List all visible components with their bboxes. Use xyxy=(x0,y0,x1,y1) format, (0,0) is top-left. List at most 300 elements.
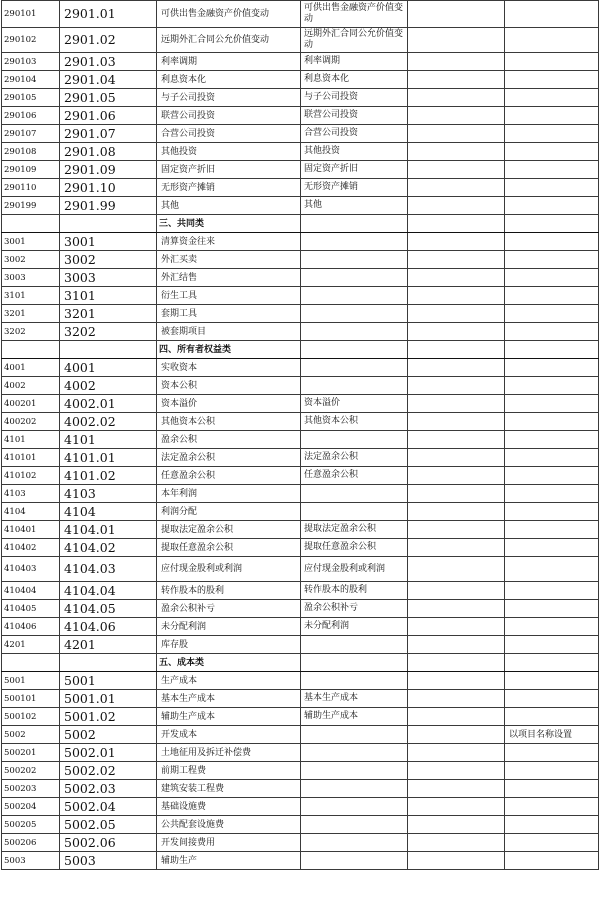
account-code-cell: 290105 xyxy=(2,89,60,107)
blank-cell xyxy=(408,672,505,690)
account-number-cell: 4101.01 xyxy=(60,449,157,467)
note-cell xyxy=(505,762,599,780)
account-code-cell: 500202 xyxy=(2,762,60,780)
account-name-cell: 盈余公积补亏 xyxy=(157,600,301,618)
note-cell xyxy=(505,834,599,852)
account-code-cell: 290108 xyxy=(2,143,60,161)
detail-name-cell xyxy=(301,672,408,690)
detail-name-cell xyxy=(301,287,408,305)
detail-name-cell xyxy=(301,798,408,816)
table-row xyxy=(2,539,599,557)
account-name-cell: 开发间接费用 xyxy=(157,834,301,852)
note-cell xyxy=(505,618,599,636)
account-code-cell: 400201 xyxy=(2,395,60,413)
table-row xyxy=(2,618,599,636)
table-row xyxy=(2,431,599,449)
account-name-cell: 其他资本公积 xyxy=(157,413,301,431)
table-row xyxy=(2,323,599,341)
blank-cell xyxy=(408,539,505,557)
account-name-cell: 基础设施费 xyxy=(157,798,301,816)
note-cell xyxy=(505,690,599,708)
accounts-table xyxy=(1,0,599,870)
account-name-cell: 基本生产成本 xyxy=(157,690,301,708)
detail-name-cell xyxy=(301,816,408,834)
note-cell: 以项目名称设置 xyxy=(505,726,599,744)
account-code-cell: 410405 xyxy=(2,600,60,618)
account-code-cell: 3202 xyxy=(2,323,60,341)
detail-name-cell xyxy=(301,431,408,449)
account-name-cell: 五、成本类 xyxy=(157,654,301,672)
account-number-cell: 5002.05 xyxy=(60,816,157,834)
account-code-cell: 4103 xyxy=(2,485,60,503)
note-cell xyxy=(505,71,599,89)
blank-cell xyxy=(408,744,505,762)
account-number-cell: 2901.06 xyxy=(60,107,157,125)
account-code-cell: 290107 xyxy=(2,125,60,143)
note-cell xyxy=(505,323,599,341)
account-name-cell: 可供出售金融资产价值变动 xyxy=(157,1,301,28)
blank-cell xyxy=(408,323,505,341)
account-code-cell: 290106 xyxy=(2,107,60,125)
table-row xyxy=(2,816,599,834)
blank-cell xyxy=(408,1,505,28)
table-row xyxy=(2,852,599,870)
account-name-cell: 被套期项目 xyxy=(157,323,301,341)
account-code-cell: 410402 xyxy=(2,539,60,557)
account-code-cell: 290101 xyxy=(2,1,60,28)
account-name-cell: 库存股 xyxy=(157,636,301,654)
table-row xyxy=(2,521,599,539)
account-code-cell: 3101 xyxy=(2,287,60,305)
detail-name-cell: 利息资本化 xyxy=(301,71,408,89)
account-number-cell: 4104.04 xyxy=(60,582,157,600)
account-name-cell: 利率调期 xyxy=(157,53,301,71)
blank-cell xyxy=(408,503,505,521)
note-cell xyxy=(505,269,599,287)
account-number-cell: 4101.02 xyxy=(60,467,157,485)
account-code-cell: 500201 xyxy=(2,744,60,762)
account-code-cell: 290199 xyxy=(2,197,60,215)
blank-cell xyxy=(408,143,505,161)
account-name-cell: 实收资本 xyxy=(157,359,301,377)
note-cell xyxy=(505,28,599,53)
account-number-cell: 5002.04 xyxy=(60,798,157,816)
detail-name-cell: 提取任意盈余公积 xyxy=(301,539,408,557)
account-code-cell: 290102 xyxy=(2,28,60,53)
account-name-cell: 土地征用及拆迁补偿费 xyxy=(157,744,301,762)
table-row xyxy=(2,582,599,600)
account-name-cell: 固定资产折旧 xyxy=(157,161,301,179)
account-name-cell: 与子公司投资 xyxy=(157,89,301,107)
account-number-cell: 5001 xyxy=(60,672,157,690)
account-number-cell: 2901.08 xyxy=(60,143,157,161)
account-code-cell: 410403 xyxy=(2,557,60,582)
account-number-cell: 5002.06 xyxy=(60,834,157,852)
account-number-cell: 5003 xyxy=(60,852,157,870)
account-number-cell: 2901.02 xyxy=(60,28,157,53)
note-cell xyxy=(505,672,599,690)
note-cell xyxy=(505,485,599,503)
account-number-cell: 4002.02 xyxy=(60,413,157,431)
detail-name-cell xyxy=(301,503,408,521)
note-cell xyxy=(505,359,599,377)
table-row xyxy=(2,53,599,71)
detail-name-cell xyxy=(301,215,408,233)
detail-name-cell xyxy=(301,762,408,780)
note-cell xyxy=(505,539,599,557)
account-code-cell: 500205 xyxy=(2,816,60,834)
blank-cell xyxy=(408,521,505,539)
account-code-cell: 4002 xyxy=(2,377,60,395)
detail-name-cell xyxy=(301,726,408,744)
account-name-cell: 辅助生产成本 xyxy=(157,708,301,726)
blank-cell xyxy=(408,467,505,485)
blank-cell xyxy=(408,125,505,143)
account-number-cell: 5002.02 xyxy=(60,762,157,780)
table-row xyxy=(2,28,599,53)
table-row xyxy=(2,233,599,251)
blank-cell xyxy=(408,557,505,582)
detail-name-cell xyxy=(301,852,408,870)
note-cell xyxy=(505,467,599,485)
table-row xyxy=(2,726,599,744)
table-row xyxy=(2,708,599,726)
account-name-cell: 资本溢价 xyxy=(157,395,301,413)
account-number-cell: 4002.01 xyxy=(60,395,157,413)
detail-name-cell xyxy=(301,251,408,269)
table-row xyxy=(2,179,599,197)
detail-name-cell: 合营公司投资 xyxy=(301,125,408,143)
note-cell xyxy=(505,798,599,816)
account-number-cell: 5002.01 xyxy=(60,744,157,762)
account-number-cell: 4104.03 xyxy=(60,557,157,582)
blank-cell xyxy=(408,197,505,215)
note-cell xyxy=(505,179,599,197)
table-row xyxy=(2,197,599,215)
note-cell xyxy=(505,636,599,654)
detail-name-cell: 转作股本的股利 xyxy=(301,582,408,600)
account-number-cell: 4104.06 xyxy=(60,618,157,636)
table-row xyxy=(2,1,599,28)
account-number-cell: 4002 xyxy=(60,377,157,395)
account-number-cell: 4201 xyxy=(60,636,157,654)
note-cell xyxy=(505,557,599,582)
note-cell xyxy=(505,377,599,395)
blank-cell xyxy=(408,161,505,179)
account-code-cell: 410102 xyxy=(2,467,60,485)
account-number-cell: 4104.05 xyxy=(60,600,157,618)
account-name-cell: 资本公积 xyxy=(157,377,301,395)
account-code-cell: 290109 xyxy=(2,161,60,179)
blank-cell xyxy=(408,600,505,618)
note-cell xyxy=(505,654,599,672)
account-code-cell: 3201 xyxy=(2,305,60,323)
account-code-cell xyxy=(2,654,60,672)
table-row xyxy=(2,305,599,323)
account-code-cell: 410404 xyxy=(2,582,60,600)
table-row xyxy=(2,71,599,89)
note-cell xyxy=(505,395,599,413)
table-row xyxy=(2,467,599,485)
account-name-cell: 外汇结售 xyxy=(157,269,301,287)
note-cell xyxy=(505,708,599,726)
account-name-cell: 任意盈余公积 xyxy=(157,467,301,485)
account-name-cell: 生产成本 xyxy=(157,672,301,690)
detail-name-cell xyxy=(301,233,408,251)
account-code-cell: 4101 xyxy=(2,431,60,449)
blank-cell xyxy=(408,798,505,816)
account-name-cell: 四、所有者权益类 xyxy=(157,341,301,359)
detail-name-cell: 无形资产摊销 xyxy=(301,179,408,197)
note-cell xyxy=(505,251,599,269)
account-name-cell: 建筑安装工程费 xyxy=(157,780,301,798)
account-name-cell: 套期工具 xyxy=(157,305,301,323)
blank-cell xyxy=(408,359,505,377)
account-code-cell: 5003 xyxy=(2,852,60,870)
table-row xyxy=(2,834,599,852)
account-name-cell: 盈余公积 xyxy=(157,431,301,449)
note-cell xyxy=(505,449,599,467)
account-number-cell: 2901.01 xyxy=(60,1,157,28)
blank-cell xyxy=(408,233,505,251)
table-row xyxy=(2,89,599,107)
blank-cell xyxy=(408,726,505,744)
account-number-cell: 2901.99 xyxy=(60,197,157,215)
blank-cell xyxy=(408,341,505,359)
account-name-cell: 其他 xyxy=(157,197,301,215)
account-code-cell: 5001 xyxy=(2,672,60,690)
table-row xyxy=(2,287,599,305)
account-name-cell: 提取任意盈余公积 xyxy=(157,539,301,557)
detail-name-cell: 法定盈余公积 xyxy=(301,449,408,467)
account-code-cell: 4001 xyxy=(2,359,60,377)
table-row xyxy=(2,798,599,816)
account-code-cell: 4201 xyxy=(2,636,60,654)
table-row xyxy=(2,600,599,618)
account-code-cell: 290103 xyxy=(2,53,60,71)
detail-name-cell: 应付现金股利或利润 xyxy=(301,557,408,582)
detail-name-cell xyxy=(301,485,408,503)
note-cell xyxy=(505,107,599,125)
table-row xyxy=(2,413,599,431)
section-header-row xyxy=(2,341,599,359)
account-code-cell: 500204 xyxy=(2,798,60,816)
detail-name-cell: 资本溢价 xyxy=(301,395,408,413)
detail-name-cell xyxy=(301,744,408,762)
blank-cell xyxy=(408,582,505,600)
account-code-cell: 4104 xyxy=(2,503,60,521)
account-name-cell: 利息资本化 xyxy=(157,71,301,89)
detail-name-cell: 盈余公积补亏 xyxy=(301,600,408,618)
note-cell xyxy=(505,1,599,28)
detail-name-cell xyxy=(301,834,408,852)
account-name-cell: 清算资金往来 xyxy=(157,233,301,251)
account-name-cell: 其他投资 xyxy=(157,143,301,161)
table-row xyxy=(2,449,599,467)
note-cell xyxy=(505,780,599,798)
blank-cell xyxy=(408,431,505,449)
account-name-cell: 辅助生产 xyxy=(157,852,301,870)
account-number-cell xyxy=(60,215,157,233)
note-cell xyxy=(505,582,599,600)
blank-cell xyxy=(408,71,505,89)
note-cell xyxy=(505,215,599,233)
blank-cell xyxy=(408,485,505,503)
table-row xyxy=(2,503,599,521)
account-code-cell: 290104 xyxy=(2,71,60,89)
table-row xyxy=(2,161,599,179)
table-row xyxy=(2,690,599,708)
blank-cell xyxy=(408,834,505,852)
note-cell xyxy=(505,600,599,618)
blank-cell xyxy=(408,636,505,654)
blank-cell xyxy=(408,816,505,834)
account-name-cell: 开发成本 xyxy=(157,726,301,744)
table-row xyxy=(2,780,599,798)
account-name-cell: 外汇买卖 xyxy=(157,251,301,269)
account-code-cell: 500101 xyxy=(2,690,60,708)
account-number-cell: 2901.03 xyxy=(60,53,157,71)
account-name-cell: 转作股本的股利 xyxy=(157,582,301,600)
account-number-cell: 2901.10 xyxy=(60,179,157,197)
detail-name-cell: 其他 xyxy=(301,197,408,215)
table-row xyxy=(2,359,599,377)
blank-cell xyxy=(408,287,505,305)
note-cell xyxy=(505,89,599,107)
note-cell xyxy=(505,744,599,762)
account-code-cell: 500203 xyxy=(2,780,60,798)
account-number-cell xyxy=(60,341,157,359)
account-number-cell: 5001.01 xyxy=(60,690,157,708)
account-code-cell: 3002 xyxy=(2,251,60,269)
detail-name-cell xyxy=(301,323,408,341)
note-cell xyxy=(505,413,599,431)
blank-cell xyxy=(408,215,505,233)
account-code-cell: 290110 xyxy=(2,179,60,197)
account-number-cell: 2901.09 xyxy=(60,161,157,179)
blank-cell xyxy=(408,762,505,780)
account-code-cell: 400202 xyxy=(2,413,60,431)
blank-cell xyxy=(408,690,505,708)
account-number-cell: 2901.04 xyxy=(60,71,157,89)
table-row xyxy=(2,269,599,287)
note-cell xyxy=(505,143,599,161)
note-cell xyxy=(505,53,599,71)
blank-cell xyxy=(408,852,505,870)
note-cell xyxy=(505,233,599,251)
detail-name-cell: 任意盈余公积 xyxy=(301,467,408,485)
account-number-cell: 4101 xyxy=(60,431,157,449)
blank-cell xyxy=(408,708,505,726)
blank-cell xyxy=(408,618,505,636)
table-row xyxy=(2,636,599,654)
blank-cell xyxy=(408,53,505,71)
account-code-cell: 410101 xyxy=(2,449,60,467)
account-number-cell: 2901.07 xyxy=(60,125,157,143)
account-number-cell: 4104 xyxy=(60,503,157,521)
note-cell xyxy=(505,503,599,521)
account-number-cell: 5001.02 xyxy=(60,708,157,726)
table-row xyxy=(2,744,599,762)
account-number-cell: 5002 xyxy=(60,726,157,744)
blank-cell xyxy=(408,377,505,395)
detail-name-cell xyxy=(301,269,408,287)
detail-name-cell xyxy=(301,780,408,798)
detail-name-cell: 提取法定盈余公积 xyxy=(301,521,408,539)
account-code-cell: 410401 xyxy=(2,521,60,539)
detail-name-cell xyxy=(301,305,408,323)
table-row xyxy=(2,251,599,269)
detail-name-cell: 可供出售金融资产价值变动 xyxy=(301,1,408,28)
account-name-cell: 衍生工具 xyxy=(157,287,301,305)
note-cell xyxy=(505,197,599,215)
account-name-cell: 法定盈余公积 xyxy=(157,449,301,467)
account-name-cell: 公共配套设施费 xyxy=(157,816,301,834)
blank-cell xyxy=(408,780,505,798)
account-number-cell: 3202 xyxy=(60,323,157,341)
blank-cell xyxy=(408,269,505,287)
detail-name-cell: 固定资产折旧 xyxy=(301,161,408,179)
note-cell xyxy=(505,816,599,834)
note-cell xyxy=(505,125,599,143)
detail-name-cell xyxy=(301,359,408,377)
detail-name-cell xyxy=(301,654,408,672)
blank-cell xyxy=(408,395,505,413)
account-code-cell: 500102 xyxy=(2,708,60,726)
blank-cell xyxy=(408,413,505,431)
account-number-cell: 3002 xyxy=(60,251,157,269)
account-name-cell: 远期外汇合同公允价值变动 xyxy=(157,28,301,53)
account-name-cell: 联营公司投资 xyxy=(157,107,301,125)
blank-cell xyxy=(408,179,505,197)
note-cell xyxy=(505,287,599,305)
note-cell xyxy=(505,852,599,870)
account-name-cell: 三、共同类 xyxy=(157,215,301,233)
section-header-row xyxy=(2,654,599,672)
blank-cell xyxy=(408,305,505,323)
account-number-cell: 2901.05 xyxy=(60,89,157,107)
note-cell xyxy=(505,161,599,179)
account-name-cell: 前期工程费 xyxy=(157,762,301,780)
note-cell xyxy=(505,431,599,449)
account-name-cell: 应付现金股利或利润 xyxy=(157,557,301,582)
account-code-cell: 500206 xyxy=(2,834,60,852)
detail-name-cell: 联营公司投资 xyxy=(301,107,408,125)
table-row xyxy=(2,557,599,582)
blank-cell xyxy=(408,654,505,672)
blank-cell xyxy=(408,107,505,125)
account-name-cell: 合营公司投资 xyxy=(157,125,301,143)
account-number-cell: 3001 xyxy=(60,233,157,251)
detail-name-cell xyxy=(301,636,408,654)
detail-name-cell: 未分配利润 xyxy=(301,618,408,636)
table-row xyxy=(2,672,599,690)
account-number-cell xyxy=(60,654,157,672)
account-name-cell: 未分配利润 xyxy=(157,618,301,636)
table-row xyxy=(2,377,599,395)
detail-name-cell: 基本生产成本 xyxy=(301,690,408,708)
account-name-cell: 本年利润 xyxy=(157,485,301,503)
note-cell xyxy=(505,305,599,323)
account-code-cell xyxy=(2,341,60,359)
account-number-cell: 3101 xyxy=(60,287,157,305)
detail-name-cell xyxy=(301,341,408,359)
account-name-cell: 利润分配 xyxy=(157,503,301,521)
table-row xyxy=(2,125,599,143)
account-number-cell: 3201 xyxy=(60,305,157,323)
account-number-cell: 4103 xyxy=(60,485,157,503)
table-row xyxy=(2,485,599,503)
